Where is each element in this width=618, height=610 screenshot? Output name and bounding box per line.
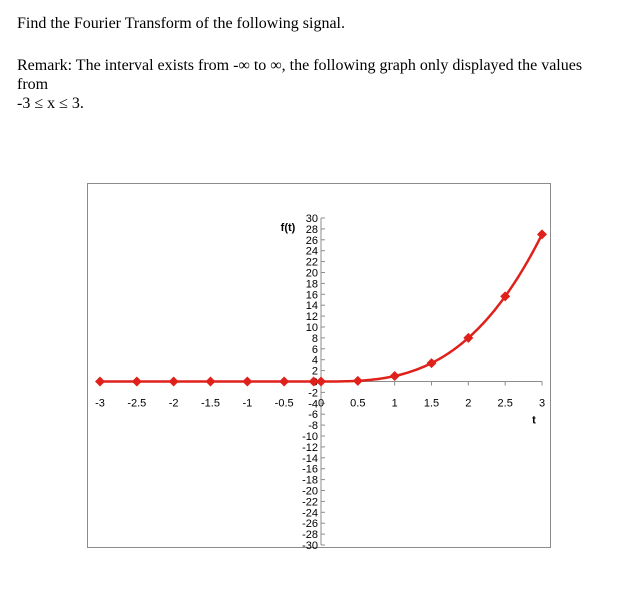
data-point	[279, 377, 289, 387]
data-point	[242, 377, 252, 387]
x-tick-label: 2.5	[497, 397, 513, 410]
x-tick-label: 2	[465, 397, 472, 410]
data-point	[169, 377, 179, 387]
y-tick-label: 20	[305, 267, 318, 280]
x-tick-label: 0.5	[350, 397, 366, 410]
y-tick-label: -30	[302, 540, 318, 549]
data-point	[390, 371, 400, 381]
question-text: Find the Fourier Transform of the following signal.	[17, 15, 345, 32]
y-tick-label: 16	[305, 289, 318, 302]
y-tick-label: -8	[308, 420, 318, 433]
x-tick-label: 1.5	[423, 397, 440, 410]
x-tick-label: 1	[391, 397, 398, 410]
y-tick-label: -10	[302, 431, 318, 443]
remark-line-2: -3 ≤ x ≤ 3.	[17, 95, 84, 112]
y-tick-label: 14	[305, 300, 318, 313]
y-tick-label: 10	[305, 322, 318, 334]
data-point	[206, 377, 216, 387]
y-tick-label: -12	[302, 441, 318, 454]
y-tick-label: 30	[305, 213, 318, 225]
x-axis-title: t	[532, 414, 536, 427]
y-tick-label: -28	[302, 529, 318, 542]
x-tick-label: -0.5	[274, 397, 294, 410]
y-tick-label: 24	[305, 245, 318, 258]
remark-line-1: Remark: The interval exists from -∞ to ∞, the following graph only displayed the values from	[17, 57, 583, 93]
y-tick-label: -18	[302, 474, 318, 487]
chart-area	[87, 183, 551, 548]
line-chart	[88, 184, 552, 549]
remark-text	[17, 56, 612, 113]
y-tick-label: -26	[302, 518, 318, 531]
y-tick-label: -16	[302, 463, 318, 476]
x-tick-label: -2	[168, 397, 179, 410]
y-tick-label: 6	[311, 343, 318, 356]
data-point	[95, 377, 105, 387]
y-tick-label: -2	[308, 387, 318, 400]
y-tick-label: -14	[302, 452, 318, 465]
x-tick-label: -1.5	[201, 397, 220, 410]
x-tick-label: -3	[95, 397, 105, 410]
y-tick-label: -4	[308, 398, 318, 411]
x-tick-label: 0	[317, 397, 325, 410]
y-tick-label: 12	[305, 311, 318, 324]
y-tick-label: -22	[302, 496, 318, 509]
y-tick-label: 8	[311, 332, 318, 345]
y-tick-label: -6	[308, 409, 318, 422]
data-point	[132, 377, 142, 387]
y-tick-label: 22	[305, 256, 318, 269]
y-tick-label: -20	[302, 485, 318, 498]
y-tick-label: 18	[305, 278, 318, 291]
y-tick-label: 4	[311, 354, 318, 367]
data-point	[353, 376, 363, 386]
x-tick-label: 3	[538, 397, 546, 410]
y-tick-label: -24	[302, 507, 318, 520]
x-tick-label: -1	[242, 397, 253, 410]
y-tick-label: 26	[305, 234, 318, 247]
x-tick-label: -2.5	[127, 397, 147, 410]
y-axis-title: f(t)	[280, 221, 296, 234]
data-point	[537, 229, 547, 239]
y-tick-label: 2	[311, 365, 318, 378]
y-tick-label: 28	[305, 223, 318, 236]
data-point	[427, 358, 437, 368]
